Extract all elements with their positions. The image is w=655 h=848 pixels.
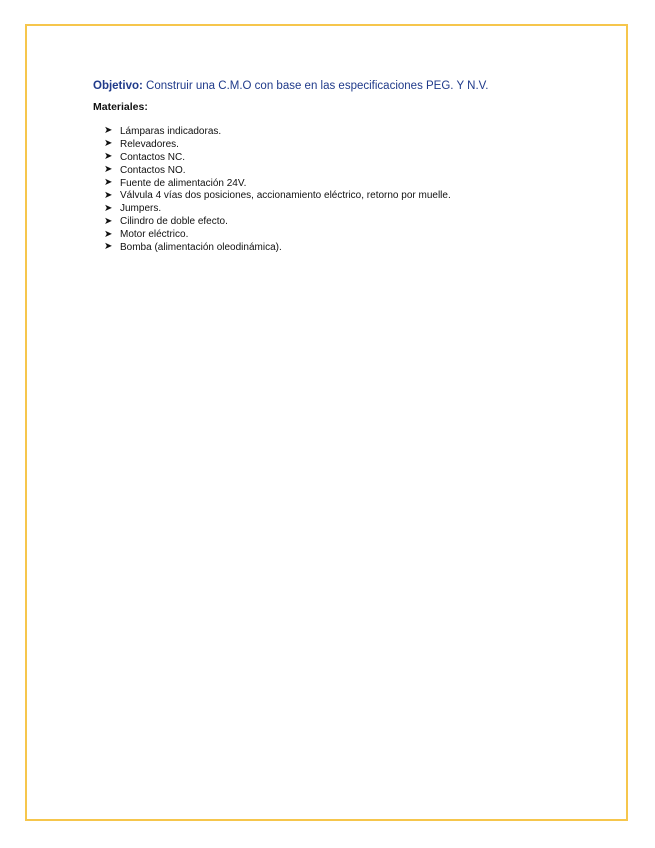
list-item — [104, 138, 451, 151]
material-item-label: Lámparas indicadoras. — [120, 125, 222, 137]
arrowhead-bullet-icon: ➤ — [104, 151, 113, 163]
materials-list — [104, 125, 451, 254]
page-frame — [25, 24, 628, 821]
objective-text: Construir una C.M.O con base en las especificaciones PEG. Y N.V. — [142, 80, 489, 92]
list-item — [104, 241, 451, 254]
arrowhead-bullet-icon: ➤ — [104, 202, 113, 214]
arrowhead-bullet-icon: ➤ — [104, 228, 113, 240]
material-item-label: Bomba (alimentación oleodinámica). — [120, 241, 282, 253]
objective-label: Objetivo: — [93, 80, 143, 92]
list-item — [104, 228, 451, 241]
list-item — [104, 215, 451, 228]
arrowhead-bullet-icon: ➤ — [104, 125, 113, 137]
materials-heading: Materiales: — [93, 101, 148, 113]
arrowhead-bullet-icon: ➤ — [104, 215, 113, 227]
material-item-label: Jumpers. — [120, 203, 162, 215]
list-item — [104, 177, 451, 190]
list-item — [104, 202, 451, 215]
material-item-label: Relevadores. — [120, 138, 179, 150]
material-item-label: Fuente de alimentación 24V. — [120, 177, 247, 189]
arrowhead-bullet-icon: ➤ — [104, 138, 113, 150]
list-item — [104, 151, 451, 164]
arrowhead-bullet-icon: ➤ — [104, 177, 113, 188]
material-item-label: Motor eléctrico. — [120, 229, 189, 241]
material-item-label: Contactos NO. — [120, 164, 186, 176]
list-item — [104, 125, 451, 138]
arrowhead-bullet-icon: ➤ — [104, 241, 113, 253]
material-item-label: Válvula 4 vías dos posiciones, accionamiento eléctrico, retorno por muelle. — [120, 190, 451, 202]
objective-line — [93, 79, 488, 93]
material-item-label: Cilindro de doble efecto. — [120, 216, 228, 228]
arrowhead-bullet-icon: ➤ — [104, 189, 113, 201]
list-item — [104, 164, 451, 177]
material-item-label: Contactos NC. — [120, 151, 186, 163]
list-item — [104, 189, 451, 202]
arrowhead-bullet-icon: ➤ — [104, 164, 113, 176]
